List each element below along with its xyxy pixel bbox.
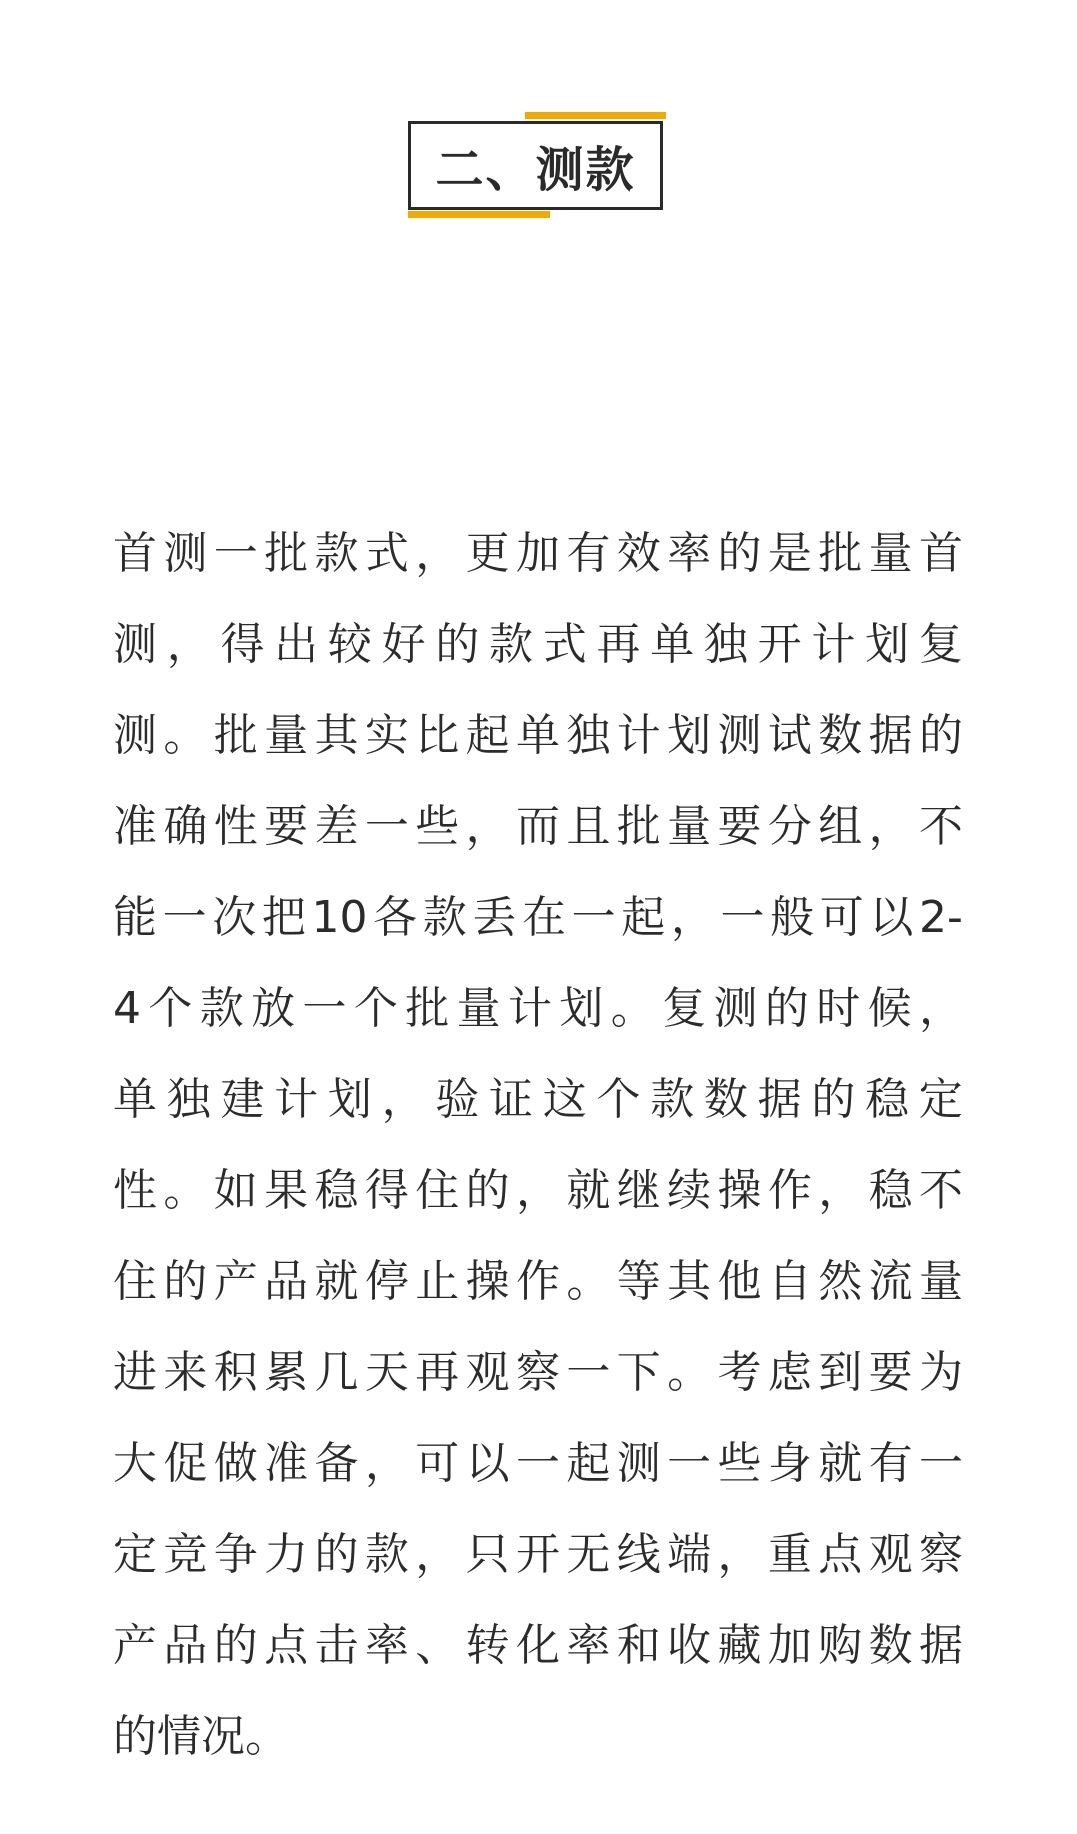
paragraph-line: 测 。 批 量 其 实 比 起 单 独 计 划 测 试 数 据 的 [113,710,963,761]
paragraph-line: 准 确 性 要 差 一 些 ， 而 且 批 量 要 分 组 ， 不 [113,801,963,852]
title-accent-top-bar [525,112,666,119]
paragraph-line: 4 个 款 放 一 个 批 量 计 划 。 复 测 的 时 候 ， [113,983,963,1034]
paragraph-line: 测 ， 得 出 较 好 的 款 式 再 单 独 开 计 划 复 [113,619,963,670]
paragraph-line: 大 促 做 准 备 ， 可 以 一 起 测 一 些 身 就 有 一 [113,1438,963,1489]
paragraph-line: 单 独 建 计 划 ， 验 证 这 个 款 数 据 的 稳 定 [113,1074,963,1125]
paragraph-line: 定 竞 争 力 的 款 ， 只 开 无 线 端 ， 重 点 观 察 [113,1529,963,1580]
article-body [113,508,963,1782]
paragraph-line: 产 品 的 点 击 率 、 转 化 率 和 收 藏 加 购 数 据 [113,1620,963,1671]
paragraph-line: 首 测 一 批 款 式 ， 更 加 有 效 率 的 是 批 量 首 [113,528,963,579]
paragraph-line: 住 的 产 品 就 停 止 操 作 。 等 其 他 自 然 流 量 [113,1256,963,1307]
section-title: 二、测款 [435,142,636,198]
paragraph-line: 能 一 次 把 10 各 款 丢 在 一 起 ， 一 般 可 以 2- [113,892,963,943]
paragraph-line: 性 。 如 果 稳 得 住 的 ， 就 继 续 操 作 ， 稳 不 [113,1165,963,1216]
paragraph-line: 进 来 积 累 几 天 再 观 察 一 下 。 考 虑 到 要 为 [113,1347,963,1398]
section-title-box [408,121,663,210]
paragraph-line: 的 情 况 。 [113,1711,289,1762]
title-accent-bottom-bar [408,211,550,218]
